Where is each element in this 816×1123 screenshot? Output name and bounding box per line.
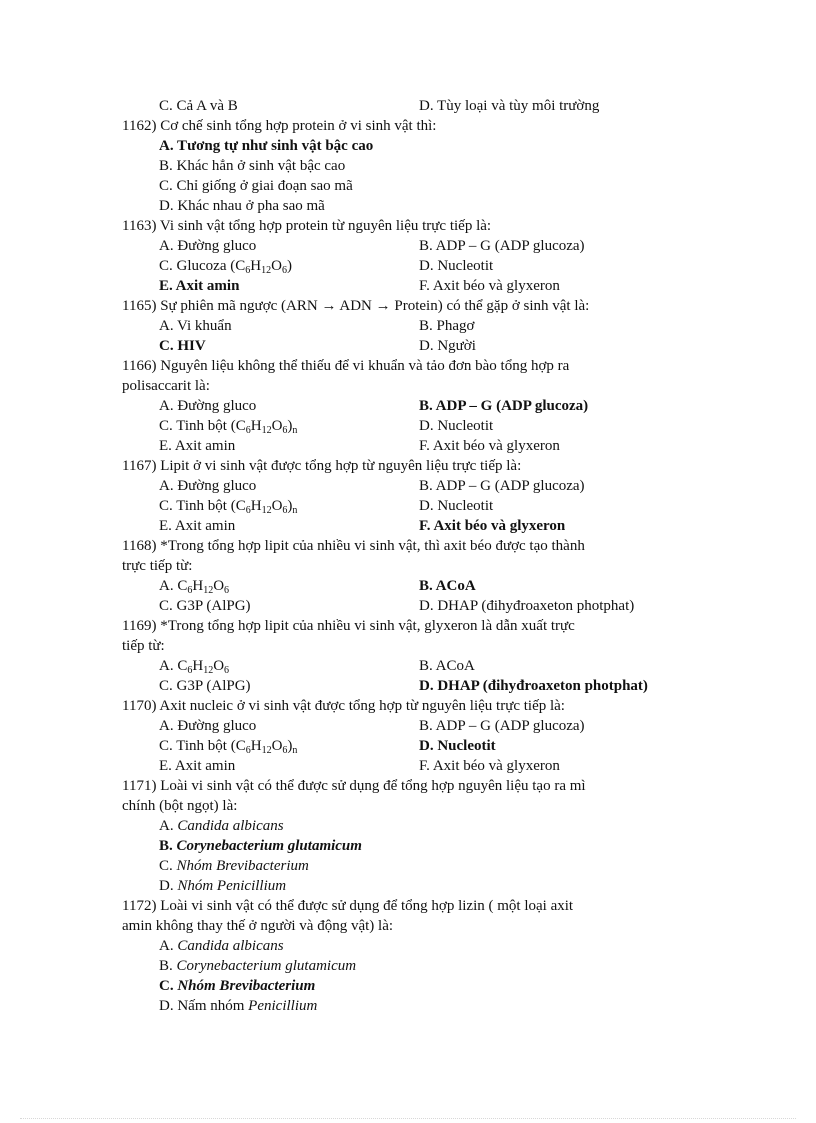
question-text: 1166) Nguyên liệu không thể thiếu để vi khuẩn và tảo đơn bào tổng hợp ra [122, 358, 570, 374]
answer-option [122, 876, 702, 896]
question-line [122, 636, 702, 656]
answer-option [122, 576, 702, 596]
answer-option [122, 496, 702, 516]
answer-option [122, 976, 702, 996]
question-line [122, 116, 702, 136]
page-bottom-divider [20, 1118, 796, 1119]
option-right: B. ADP – G (ADP glucoza) [419, 718, 585, 734]
answer-option [122, 656, 702, 676]
option-prefix: B. [159, 838, 177, 854]
question-line [122, 376, 702, 396]
answer-option [122, 836, 702, 856]
option-left: C. Tinh bột $(C_6H_{12}O_6)_n$ [159, 418, 298, 436]
option-species: Candida albicans [177, 938, 284, 954]
option-right: B. ADP – G (ADP glucoza) [419, 238, 585, 254]
option-right: D. Nucleotit [419, 738, 496, 754]
option-species: Nhóm Penicillium [177, 878, 287, 894]
option-left: C. G3P (AlPG) [159, 598, 251, 614]
answer-option [122, 856, 702, 876]
option-right: B. ACoA [419, 658, 475, 674]
answer-option [122, 676, 702, 696]
answer-option [122, 176, 702, 196]
question-line [122, 616, 702, 636]
answer-option [122, 476, 702, 496]
answer-option [122, 336, 702, 356]
question-line [122, 556, 702, 576]
question-line [122, 356, 702, 376]
question-text: 1165) Sự phiên mã ngược (ARN → ADN → Protein) có thể gặp ở sinh vật là: [122, 298, 590, 314]
option-right: B. ACoA [419, 578, 476, 594]
question-line [122, 456, 702, 476]
option-left: A. $C_6H_{12}O_6$ [159, 578, 230, 596]
option-right: D. Tùy loại và tùy môi trường [419, 98, 600, 114]
option-left: C. Tinh bột $(C_6H_{12}O_6)_n$ [159, 738, 298, 756]
answer-option [122, 416, 702, 436]
option-right: F. Axit béo và glyxeron [419, 278, 560, 294]
question-line [122, 536, 702, 556]
answer-option [122, 436, 702, 456]
option-prefix: D. [159, 878, 178, 894]
option-species: Corynebacterium glutamicum [176, 838, 362, 854]
option-species: Nhóm Brevibacterium [176, 858, 309, 874]
option-left: A. Đường gluco [159, 398, 257, 414]
option-right: F. Axit béo và glyxeron [419, 518, 566, 534]
option-text: C. Chỉ giống ở giai đoạn sao mã [159, 178, 353, 194]
answer-option [122, 756, 702, 776]
answer-option [122, 596, 702, 616]
answer-option [122, 936, 702, 956]
question-line [122, 796, 702, 816]
option-species: Corynebacterium glutamicum [176, 958, 357, 974]
option-right: B. ADP – G (ADP glucoza) [419, 478, 585, 494]
option-text: D. Khác nhau ở pha sao mã [159, 198, 325, 214]
question-text: 1162) Cơ chế sinh tổng hợp protein ở vi sinh vật thì: [122, 118, 437, 134]
answer-option [122, 516, 702, 536]
answer-option [122, 136, 702, 156]
option-left: E. Axit amin [159, 278, 240, 294]
option-prefix: B. [159, 958, 177, 974]
answer-option [122, 996, 702, 1016]
option-species: Nhóm Brevibacterium [177, 978, 316, 994]
option-right: B. ADP – G (ADP glucoza) [419, 398, 589, 414]
question-text: 1169) *Trong tổng hợp lipit của nhiều vi sinh vật, glyxeron là dẫn xuất trực [122, 618, 575, 634]
answer-option [122, 236, 702, 256]
answer-option [122, 196, 702, 216]
answer-option [122, 716, 702, 736]
option-left: A. Đường gluco [159, 238, 257, 254]
option-right: F. Axit béo và glyxeron [419, 758, 560, 774]
option-left: E. Axit amin [159, 438, 236, 454]
option-left: A. Đường gluco [159, 478, 257, 494]
option-left: E. Axit amin [159, 518, 236, 534]
option-right: D. Nucleotit [419, 498, 494, 514]
option-prefix: C. [159, 858, 177, 874]
option-species: Candida albicans [177, 818, 284, 834]
question-text: 1172) Loài vi sinh vật có thể được sử dụng để tổng hợp lizin ( một loại axit [122, 898, 574, 914]
option-left: A. $C_6H_{12}O_6$ [159, 658, 230, 676]
question-text: trực tiếp từ: [122, 558, 193, 574]
question-text: 1170) Axit nucleic ở vi sinh vật được tổng hợp từ nguyên liệu trực tiếp là: [122, 698, 565, 714]
option-left: C. Tinh bột $(C_6H_{12}O_6)_n$ [159, 498, 298, 516]
question-text: amin không thay thế ở người và động vật) là: [122, 918, 394, 934]
option-right: D. DHAP (đihyđroaxeton photphat) [419, 678, 648, 694]
option-left: A. Đường gluco [159, 718, 257, 734]
option-prefix: A. [159, 938, 178, 954]
question-line [122, 696, 702, 716]
option-left: C. HIV [159, 338, 206, 354]
answer-option [122, 156, 702, 176]
question-line [122, 916, 702, 936]
option-prefix: D. Nấm nhóm [159, 998, 249, 1014]
answer-option [122, 316, 702, 336]
option-right: B. Phagơ [419, 318, 475, 334]
option-left: A. Vi khuẩn [159, 318, 232, 334]
question-text: 1163) Vi sinh vật tổng hợp protein từ nguyên liệu trực tiếp là: [122, 218, 492, 234]
question-text: chính (bột ngọt) là: [122, 798, 238, 814]
option-left: C. Cả A và B [159, 98, 238, 114]
answer-option [122, 396, 702, 416]
answer-option [122, 256, 702, 276]
document-page [122, 96, 702, 1016]
option-text: A. Tương tự như sinh vật bậc cao [159, 138, 374, 154]
option-left: E. Axit amin [159, 758, 236, 774]
answer-option [122, 96, 702, 116]
option-prefix: A. [159, 818, 178, 834]
option-species: Penicillium [248, 998, 318, 1014]
option-text: B. Khác hẳn ở sinh vật bậc cao [159, 158, 346, 174]
answer-option [122, 956, 702, 976]
option-right: F. Axit béo và glyxeron [419, 438, 560, 454]
option-right: D. Nucleotit [419, 418, 494, 434]
answer-option [122, 276, 702, 296]
question-line [122, 776, 702, 796]
option-left: C. G3P (AlPG) [159, 678, 251, 694]
question-text: 1167) Lipit ở vi sinh vật được tổng hợp từ nguyên liệu trực tiếp là: [122, 458, 522, 474]
question-text: 1168) *Trong tổng hợp lipit của nhiều vi sinh vật, thì axit béo được tạo thành [122, 538, 585, 554]
question-line [122, 296, 702, 316]
option-right: D. DHAP (đihyđroaxeton photphat) [419, 598, 635, 614]
option-right: D. Người [419, 338, 476, 354]
answer-option [122, 736, 702, 756]
option-right: D. Nucleotit [419, 258, 494, 274]
question-line [122, 216, 702, 236]
question-text: polisaccarit là: [122, 378, 210, 394]
option-prefix: C. [159, 978, 178, 994]
question-text: 1171) Loài vi sinh vật có thể được sử dụng để tổng hợp nguyên liệu tạo ra mì [122, 778, 586, 794]
question-text: tiếp từ: [122, 638, 165, 654]
answer-option [122, 816, 702, 836]
question-line [122, 896, 702, 916]
option-left: C. Glucoza $(C_6H_{12}O_6)$ [159, 258, 292, 276]
